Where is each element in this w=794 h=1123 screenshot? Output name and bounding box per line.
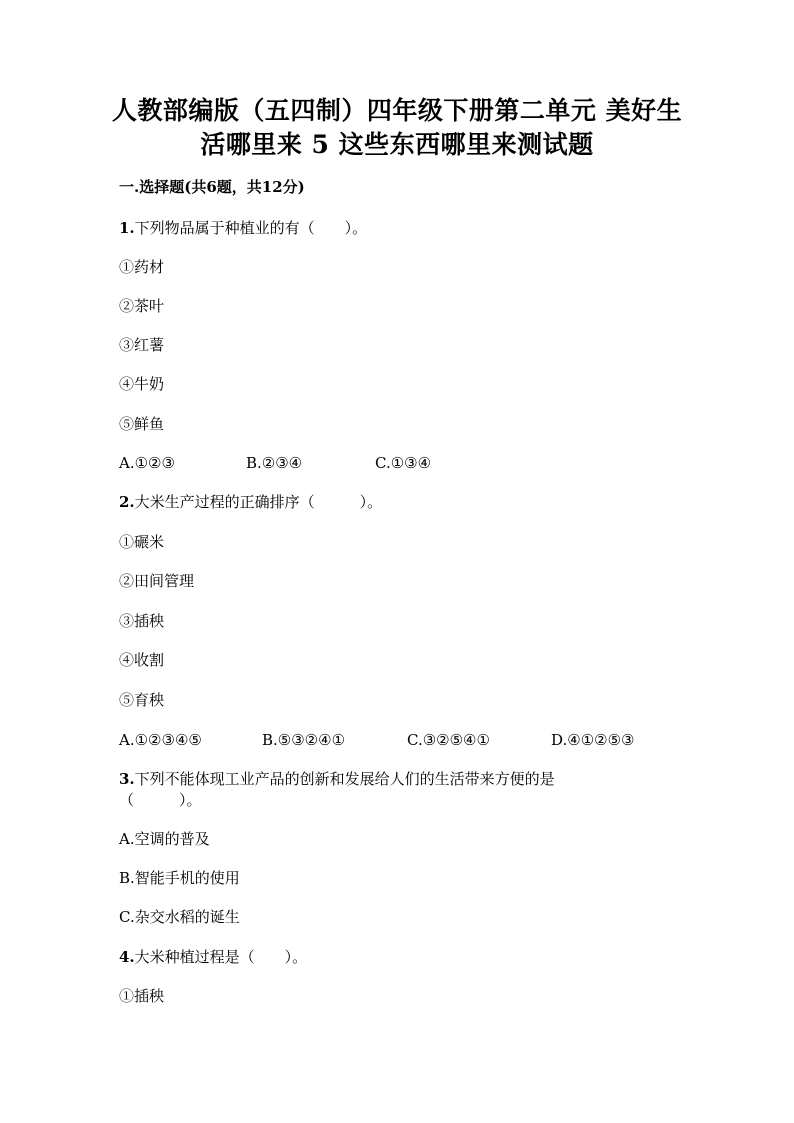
question-2-option-d: D.④①②⑤③ [551,731,635,749]
section-heading: 一.选择题(共6题，共12分) [119,178,305,196]
question-3-option-b: B.智能手机的使用 [119,869,240,887]
question-1-item: ⑤鲜鱼 [119,415,165,433]
document-title-line-2: 活哪里来 5 这些东西哪里来测试题 [200,130,594,159]
question-3-option-a: A.空调的普及 [119,830,210,848]
question-2-item: ①碾米 [119,533,165,551]
question-number: 1. [119,219,135,237]
question-2-item: ⑤育秧 [119,691,165,709]
question-4 [119,947,307,967]
question-3 [119,769,555,789]
question-number: 4. [119,948,135,966]
question-1-option-a: A.①②③ [119,454,175,472]
question-1-item: ①药材 [119,258,165,276]
question-4-item: ①插秧 [119,987,165,1005]
question-1-item: ②茶叶 [119,297,165,315]
question-2 [119,492,382,512]
question-1-option-b: B.②③④ [246,454,303,472]
question-1-option-c: C.①③④ [375,454,432,472]
question-2-option-b: B.⑤③②④① [262,731,346,749]
document-title-line-1: 人教部编版（五四制）四年级下册第二单元 美好生 [111,96,683,125]
question-1-item: ④牛奶 [119,375,165,393]
question-number: 2. [119,493,135,511]
question-2-option-a: A.①②③④⑤ [119,731,202,749]
question-number: 3. [119,770,135,788]
question-stem: 下列物品属于种植业的有（ ）。 [134,219,368,237]
question-3-option-c: C.杂交水稻的诞生 [119,908,240,926]
question-3-stem-continued: （ ）。 [119,791,202,809]
question-stem: 大米种植过程是（ ）。 [134,948,308,966]
question-1 [119,218,367,238]
question-1-item: ③红薯 [119,336,165,354]
question-stem: 下列不能体现工业产品的创新和发展给人们的生活带来方便的是 [134,770,555,788]
question-stem: 大米生产过程的正确排序（ ）。 [134,493,383,511]
question-2-option-c: C.③②⑤④① [407,731,490,749]
question-2-item: ②田间管理 [119,572,195,590]
question-2-item: ④收割 [119,651,165,669]
question-2-item: ③插秧 [119,612,165,630]
